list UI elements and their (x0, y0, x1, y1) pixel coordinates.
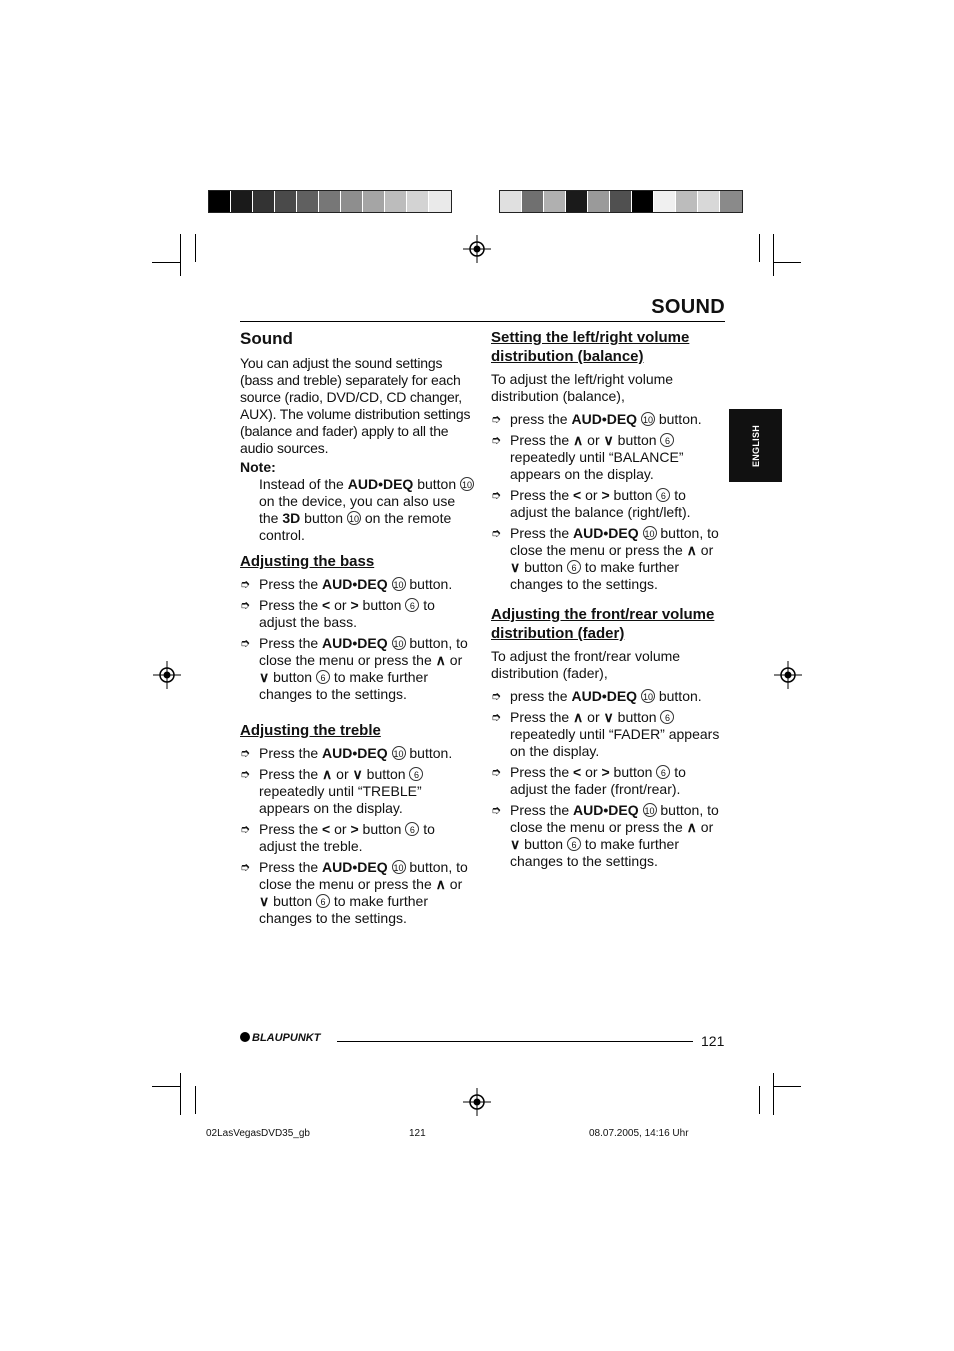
button-number-badge: 10 (641, 689, 655, 703)
up-chevron-icon: ∧ (435, 876, 446, 892)
right-chevron-icon: > (601, 764, 610, 780)
color-swatch (363, 191, 385, 212)
crop-mark (759, 234, 760, 262)
section-heading-sound: Sound (240, 329, 293, 348)
up-chevron-icon: ∧ (686, 819, 697, 835)
list-item: ➮ Press the < or > button 6 to adjust the fader (front/rear). (491, 764, 686, 797)
step-arrow-icon: ➮ (240, 746, 251, 760)
button-number-badge: 6 (660, 433, 674, 447)
list-item: ➮ Press the < or > button 6 to adjust the bass. (240, 597, 435, 630)
note-text: Instead of the AUD•DEQ button 10 on the device, you can also use the 3D button 10 on the remote control. (259, 476, 473, 543)
down-chevron-icon: ∨ (352, 766, 363, 782)
crop-mark (773, 234, 774, 276)
button-number-badge: 6 (567, 837, 581, 851)
right-chevron-icon: > (350, 821, 359, 837)
crop-mark (152, 262, 180, 263)
language-tab: ENGLISH (729, 409, 782, 482)
balance-intro: To adjust the left/right volume distribution (balance), (491, 371, 674, 404)
header-rule (240, 321, 725, 322)
right-column (491, 328, 727, 882)
list-item: ➮ Press the ∧ or ∨ button 6 repeatedly until “FADER” appears on the display. (491, 709, 720, 759)
button-number-badge: 6 (405, 598, 419, 612)
button-number-badge: 10 (643, 803, 657, 817)
bass-steps (240, 576, 476, 703)
color-swatch (429, 191, 451, 212)
button-number-badge: 6 (656, 488, 670, 502)
list-item: ➮ press the AUD•DEQ 10 button. (491, 411, 702, 427)
crop-mark (180, 234, 181, 276)
color-swatch (407, 191, 429, 212)
left-chevron-icon: < (322, 821, 331, 837)
color-swatch (676, 191, 698, 212)
step-arrow-icon: ➮ (491, 689, 502, 703)
subheading-bass: Adjusting the bass (240, 553, 375, 570)
button-number-badge: 10 (392, 636, 406, 650)
crop-mark (773, 1073, 774, 1115)
down-chevron-icon: ∨ (603, 709, 614, 725)
calibration-bar-left (208, 190, 452, 213)
color-swatch (297, 191, 319, 212)
intro-paragraph: You can adjust the sound settings (bass and treble) separately for each source (radio, DVD/CD, CD changer, AUX). The volume distribution settings (balance and fader) apply to all the audio sources. (240, 355, 471, 456)
button-number-badge: 10 (460, 477, 474, 491)
down-chevron-icon: ∨ (603, 432, 614, 448)
list-item: ➮ press the AUD•DEQ 10 button. (491, 688, 702, 704)
list-item: ➮ Press the AUD•DEQ 10 button, to close the menu or press the ∧ or ∨ button 6 to make further changes to the settings. (491, 802, 719, 869)
button-number-badge: 6 (316, 894, 330, 908)
button-number-badge: 6 (656, 765, 670, 779)
button-number-badge: 10 (643, 526, 657, 540)
button-number-badge: 6 (409, 767, 423, 781)
button-number-badge: 6 (660, 710, 674, 724)
step-arrow-icon: ➮ (491, 710, 502, 724)
treble-steps (240, 745, 476, 927)
footer-rule (337, 1041, 693, 1042)
crop-mark (180, 1073, 181, 1115)
color-swatch (209, 191, 231, 212)
step-arrow-icon: ➮ (491, 526, 502, 540)
step-arrow-icon: ➮ (240, 767, 251, 781)
step-arrow-icon: ➮ (491, 803, 502, 817)
color-swatch (500, 191, 522, 212)
slug-date: 08.07.2005, 14:16 Uhr (589, 1128, 689, 1139)
color-swatch (341, 191, 363, 212)
list-item: ➮ Press the AUD•DEQ 10 button. (240, 745, 453, 761)
button-number-badge: 10 (392, 746, 406, 760)
left-chevron-icon: < (573, 487, 582, 503)
color-swatch (698, 191, 720, 212)
list-item: ➮ Press the < or > button 6 to adjust the treble. (240, 821, 435, 854)
step-arrow-icon: ➮ (491, 765, 502, 779)
crop-mark (773, 1086, 801, 1087)
color-swatch (654, 191, 676, 212)
down-chevron-icon: ∨ (510, 836, 521, 852)
crop-mark (773, 262, 801, 263)
color-swatch (588, 191, 610, 212)
note-label: Note: (240, 459, 276, 475)
brand-dot-icon (240, 1032, 250, 1042)
step-arrow-icon: ➮ (491, 433, 502, 447)
registration-mark-icon (153, 661, 181, 689)
up-chevron-icon: ∧ (435, 652, 446, 668)
registration-mark-icon (463, 235, 491, 263)
page-section-title: SOUND (651, 296, 725, 318)
button-number-badge: 6 (567, 560, 581, 574)
registration-mark-icon (774, 661, 802, 689)
crop-mark (152, 1086, 180, 1087)
list-item: ➮ Press the AUD•DEQ 10 button, to close the menu or press the ∧ or ∨ button 6 to make further changes to the settings. (240, 635, 468, 702)
list-item: ➮ Press the < or > button 6 to adjust the balance (right/left). (491, 487, 691, 520)
calibration-bar-right (499, 190, 743, 213)
button-number-badge: 10 (392, 577, 406, 591)
list-item: ➮ Press the AUD•DEQ 10 button, to close the menu or press the ∧ or ∨ button 6 to make further changes to the settings. (240, 859, 468, 926)
button-number-badge: 10 (641, 412, 655, 426)
subheading-fader: Adjusting the front/rear volume distribution (fader) (491, 606, 715, 642)
color-swatch (231, 191, 253, 212)
up-chevron-icon: ∧ (573, 432, 584, 448)
balance-steps (491, 411, 727, 593)
step-arrow-icon: ➮ (240, 860, 251, 874)
crop-mark (195, 1086, 196, 1114)
list-item: ➮ Press the ∧ or ∨ button 6 repeatedly until “BALANCE” appears on the display. (491, 432, 684, 482)
step-arrow-icon: ➮ (240, 636, 251, 650)
subheading-treble: Adjusting the treble (240, 722, 381, 739)
step-arrow-icon: ➮ (240, 822, 251, 836)
button-number-badge: 10 (392, 860, 406, 874)
button-number-badge: 6 (405, 822, 419, 836)
color-swatch (610, 191, 632, 212)
button-number-badge: 10 (347, 511, 361, 525)
color-swatch (566, 191, 588, 212)
left-chevron-icon: < (322, 597, 331, 613)
color-swatch (544, 191, 566, 212)
up-chevron-icon: ∧ (573, 709, 584, 725)
slug-file: 02LasVegasDVD35_gb (206, 1128, 310, 1139)
list-item: ➮ Press the AUD•DEQ 10 button. (240, 576, 453, 592)
brand-logo: BLAUPUNKT (240, 1032, 320, 1044)
page-number: 121 (701, 1033, 725, 1049)
color-swatch (385, 191, 407, 212)
color-swatch (720, 191, 742, 212)
down-chevron-icon: ∨ (510, 559, 521, 575)
list-item: ➮ Press the ∧ or ∨ button 6 repeatedly until “TREBLE” appears on the display. (240, 766, 422, 816)
left-chevron-icon: < (573, 764, 582, 780)
fader-intro: To adjust the front/rear volume distribution (fader), (491, 648, 681, 681)
crop-mark (195, 234, 196, 262)
color-swatch (319, 191, 341, 212)
step-arrow-icon: ➮ (491, 488, 502, 502)
up-chevron-icon: ∧ (686, 542, 697, 558)
color-swatch (632, 191, 654, 212)
down-chevron-icon: ∨ (259, 893, 270, 909)
right-chevron-icon: > (350, 597, 359, 613)
color-swatch (275, 191, 297, 212)
step-arrow-icon: ➮ (240, 577, 251, 591)
step-arrow-icon: ➮ (491, 412, 502, 426)
list-item: ➮ Press the AUD•DEQ 10 button, to close the menu or press the ∧ or ∨ button 6 to make further changes to the settings. (491, 525, 719, 592)
right-chevron-icon: > (601, 487, 610, 503)
down-chevron-icon: ∨ (259, 669, 270, 685)
up-chevron-icon: ∧ (322, 766, 333, 782)
registration-mark-icon (463, 1088, 491, 1116)
slug-page: 121 (409, 1128, 426, 1139)
color-swatch (522, 191, 544, 212)
subheading-balance: Setting the left/right volume distribution (balance) (491, 329, 690, 365)
color-swatch (253, 191, 275, 212)
fader-steps (491, 688, 727, 870)
step-arrow-icon: ➮ (240, 598, 251, 612)
left-column (240, 328, 476, 939)
button-number-badge: 6 (316, 670, 330, 684)
crop-mark (759, 1086, 760, 1114)
